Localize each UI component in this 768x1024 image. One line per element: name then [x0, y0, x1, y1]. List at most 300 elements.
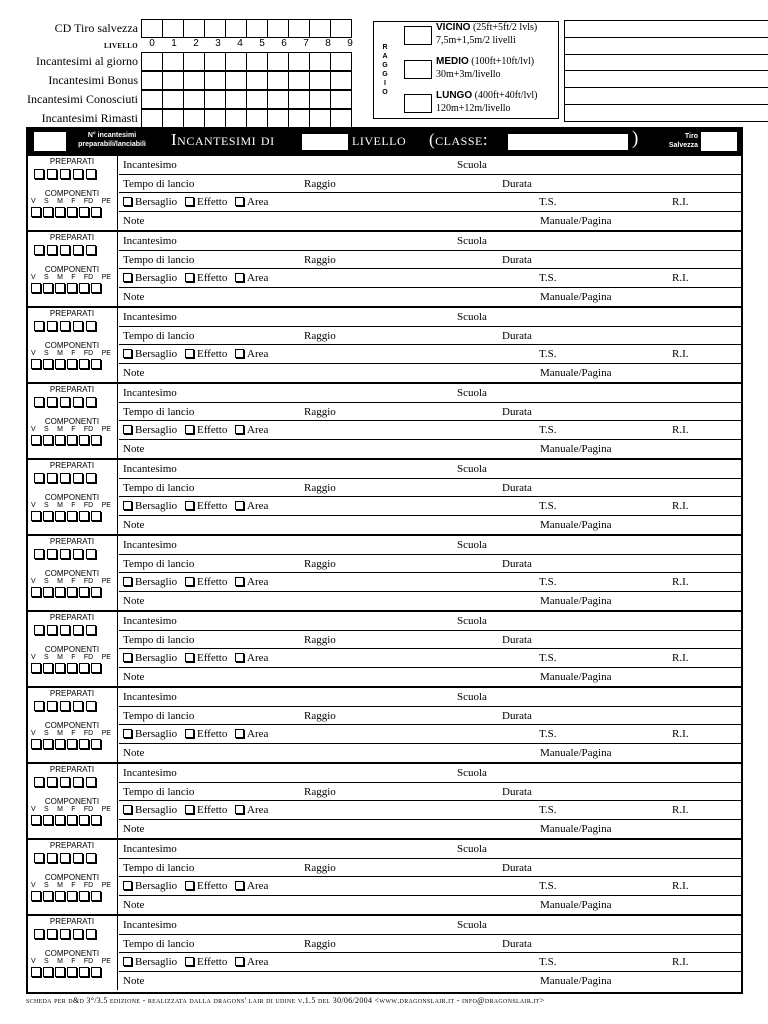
component-checkbox[interactable] [55, 435, 65, 445]
class-field[interactable] [508, 134, 628, 150]
component-checkbox[interactable] [79, 815, 89, 825]
spell-fields [119, 840, 741, 914]
prepared-checkbox[interactable] [73, 169, 83, 179]
slot-cell[interactable] [183, 52, 205, 71]
prepared-checkbox[interactable] [73, 929, 83, 939]
slot-cell[interactable] [309, 90, 331, 109]
casting-row[interactable]: Tempo di lancio Raggio Durata [119, 783, 741, 802]
prepared-checkbox[interactable] [34, 169, 44, 179]
prepared-checkbox[interactable] [60, 625, 70, 635]
preparati-label: PREPARATI [49, 613, 95, 622]
component-checkbox[interactable] [31, 435, 41, 445]
slot-cell[interactable] [225, 90, 247, 109]
component-checkbox[interactable] [43, 587, 53, 597]
component-letters: V S M F FD PE [31, 198, 111, 205]
slot-cell[interactable] [330, 90, 352, 109]
bersaglio-checkbox[interactable] [123, 653, 132, 662]
area-checkbox[interactable] [235, 349, 244, 358]
component-checkbox[interactable] [31, 739, 41, 749]
prepared-checkbox[interactable] [60, 929, 70, 939]
range-vertical-label: R A G G I O [382, 43, 388, 96]
area-checkbox[interactable] [235, 273, 244, 282]
component-checkbox[interactable] [55, 587, 65, 597]
prepared-checkbox[interactable] [60, 549, 70, 559]
area-checkbox[interactable] [235, 653, 244, 662]
slot-cell[interactable] [204, 109, 226, 128]
area-checkbox[interactable] [235, 957, 244, 966]
casting-row[interactable]: Tempo di lancio Raggio Durata [119, 631, 741, 650]
effetto-checkbox[interactable] [185, 501, 194, 510]
component-checkbox[interactable] [91, 891, 101, 901]
slot-cell[interactable] [246, 52, 268, 71]
component-checkbox[interactable] [91, 435, 101, 445]
effetto-checkbox[interactable] [185, 425, 194, 434]
component-checkboxes [31, 511, 101, 521]
casting-row[interactable]: Tempo di lancio Raggio Durata [119, 327, 741, 346]
effetto-checkbox[interactable] [185, 957, 194, 966]
area-checkbox[interactable] [235, 425, 244, 434]
spell-name-row[interactable]: Incantesimo Scuola [119, 916, 741, 935]
component-checkbox[interactable] [55, 739, 65, 749]
notes-row[interactable]: Note Manuale/Pagina [123, 214, 612, 227]
component-checkbox[interactable] [91, 511, 101, 521]
slot-cell[interactable] [162, 52, 184, 71]
prepared-checkbox[interactable] [34, 853, 44, 863]
component-checkbox[interactable] [91, 283, 101, 293]
component-checkbox[interactable] [31, 207, 41, 217]
slot-cell[interactable] [246, 90, 268, 109]
spell-name-row[interactable]: Incantesimo Scuola [119, 232, 741, 251]
component-letters: V S M F FD PE [31, 578, 111, 585]
prepared-checkbox[interactable] [60, 473, 70, 483]
prepared-checkbox[interactable] [73, 473, 83, 483]
component-checkbox[interactable] [67, 435, 77, 445]
prepared-checkbox[interactable] [60, 169, 70, 179]
prepared-checkbox[interactable] [86, 929, 96, 939]
component-checkbox[interactable] [67, 359, 77, 369]
component-checkbox[interactable] [55, 663, 65, 673]
component-checkbox[interactable] [79, 435, 89, 445]
effetto-checkbox[interactable] [185, 881, 194, 890]
area-checkbox[interactable] [235, 805, 244, 814]
range-value-cell[interactable] [564, 87, 768, 105]
component-checkbox[interactable] [43, 283, 53, 293]
per-day-cells[interactable] [141, 52, 352, 71]
component-checkbox[interactable] [55, 967, 65, 977]
prepared-checkbox[interactable] [47, 549, 57, 559]
cd-cells[interactable] [141, 19, 352, 38]
component-checkbox[interactable] [91, 359, 101, 369]
slot-cell[interactable] [204, 71, 226, 90]
component-checkbox[interactable] [79, 967, 89, 977]
spell-level-header: N° incantesimi preparabili/lanciabili Incantesimi di livello (classe: ) Tiro Salvezza [26, 127, 743, 156]
slot-cell[interactable] [141, 19, 163, 38]
spell-name-row[interactable]: Incantesimo Scuola [119, 460, 741, 479]
component-checkbox[interactable] [79, 511, 89, 521]
range-value-cell[interactable] [564, 20, 768, 38]
bersaglio-checkbox[interactable] [123, 881, 132, 890]
spell-name-row[interactable]: Incantesimo Scuola [119, 612, 741, 631]
slot-cell[interactable] [225, 52, 247, 71]
area-checkbox[interactable] [235, 197, 244, 206]
notes-row[interactable]: Note Manuale/Pagina [123, 746, 612, 759]
slot-cell[interactable] [267, 71, 289, 90]
slot-cell[interactable] [288, 71, 310, 90]
notes-row[interactable]: Note Manuale/Pagina [123, 898, 612, 911]
prepared-checkbox[interactable] [34, 701, 44, 711]
prepared-checkboxes [34, 245, 96, 255]
slot-cell[interactable] [288, 52, 310, 71]
component-checkbox[interactable] [43, 815, 53, 825]
target-row: Bersaglio Effetto Area T.S. R.I. [119, 801, 741, 820]
slot-cell[interactable] [267, 109, 289, 128]
slot-cell[interactable] [330, 19, 352, 38]
spell-name-row[interactable]: Incantesimo Scuola [119, 308, 741, 327]
component-checkbox[interactable] [79, 739, 89, 749]
component-checkbox[interactable] [31, 815, 41, 825]
level-number: 4 [237, 38, 243, 49]
spell-list [26, 156, 743, 994]
component-checkbox[interactable] [43, 739, 53, 749]
notes-row[interactable]: Note Manuale/Pagina [123, 974, 612, 987]
spell-entry [28, 612, 741, 688]
slot-cell[interactable] [225, 109, 247, 128]
component-checkbox[interactable] [43, 663, 53, 673]
bonus-row [22, 71, 368, 90]
casting-row[interactable]: Tempo di lancio Raggio Durata [119, 479, 741, 498]
component-checkboxes [31, 739, 101, 749]
component-checkbox[interactable] [31, 891, 41, 901]
casting-row[interactable]: Tempo di lancio Raggio Durata [119, 403, 741, 422]
slot-cell[interactable] [267, 19, 289, 38]
preparati-label: PREPARATI [49, 157, 95, 166]
casting-row[interactable]: Tempo di lancio Raggio Durata [119, 175, 741, 194]
componenti-label: COMPONENTI [44, 797, 100, 806]
slot-cell[interactable] [288, 19, 310, 38]
range-lungo-field[interactable] [404, 94, 432, 113]
component-checkbox[interactable] [55, 891, 65, 901]
component-checkbox[interactable] [67, 891, 77, 901]
component-checkbox[interactable] [67, 739, 77, 749]
range-value-cell[interactable] [564, 54, 768, 72]
slot-cell[interactable] [330, 71, 352, 90]
prepared-checkbox[interactable] [47, 701, 57, 711]
component-checkbox[interactable] [55, 511, 65, 521]
slot-cell[interactable] [141, 71, 163, 90]
component-checkbox[interactable] [31, 967, 41, 977]
spell-name-row[interactable]: Incantesimo Scuola [119, 384, 741, 403]
range-value-cell[interactable] [564, 70, 768, 88]
prepared-checkbox[interactable] [34, 473, 44, 483]
component-checkbox[interactable] [91, 207, 101, 217]
spell-name-row[interactable]: Incantesimo Scuola [119, 764, 741, 783]
area-checkbox[interactable] [235, 729, 244, 738]
component-checkboxes [31, 587, 101, 597]
area-checkbox[interactable] [235, 881, 244, 890]
preparati-label: PREPARATI [49, 689, 95, 698]
slot-cell[interactable] [183, 90, 205, 109]
bersaglio-checkbox[interactable] [123, 577, 132, 586]
prepared-checkbox[interactable] [73, 245, 83, 255]
spell-name-row[interactable]: Incantesimo Scuola [119, 688, 741, 707]
component-checkbox[interactable] [55, 283, 65, 293]
prepared-checkbox[interactable] [86, 245, 96, 255]
preparati-label: PREPARATI [49, 765, 95, 774]
spell-fields [119, 384, 741, 458]
prepared-checkbox[interactable] [34, 777, 44, 787]
slot-cell[interactable] [141, 90, 163, 109]
prepared-checkbox[interactable] [60, 701, 70, 711]
effetto-checkbox[interactable] [185, 273, 194, 282]
prepared-checkbox[interactable] [34, 245, 44, 255]
prepared-checkbox[interactable] [34, 397, 44, 407]
component-checkbox[interactable] [55, 815, 65, 825]
slot-cell[interactable] [309, 71, 331, 90]
slot-cell[interactable] [267, 52, 289, 71]
component-letters: V S M F FD PE [31, 882, 111, 889]
bersaglio-checkbox[interactable] [123, 729, 132, 738]
effetto-checkbox[interactable] [185, 729, 194, 738]
slot-cell[interactable] [204, 52, 226, 71]
range-value-cell[interactable] [564, 104, 768, 122]
prepared-checkbox[interactable] [73, 701, 83, 711]
bersaglio-checkbox[interactable] [123, 501, 132, 510]
preparati-label: PREPARATI [49, 309, 95, 318]
range-medio-field[interactable] [404, 60, 432, 79]
component-checkbox[interactable] [43, 207, 53, 217]
prepared-checkbox[interactable] [60, 777, 70, 787]
target-row: Bersaglio Effetto Area T.S. R.I. [119, 877, 741, 896]
prepared-checkbox[interactable] [47, 929, 57, 939]
component-checkbox[interactable] [55, 359, 65, 369]
spell-entry [28, 232, 741, 308]
component-checkbox[interactable] [43, 435, 53, 445]
preparati-label: PREPARATI [49, 917, 95, 926]
slot-cell[interactable] [246, 109, 268, 128]
slot-cell[interactable] [162, 71, 184, 90]
component-checkbox[interactable] [91, 815, 101, 825]
prepared-checkbox[interactable] [60, 321, 70, 331]
notes-row[interactable]: Note Manuale/Pagina [123, 366, 612, 379]
component-checkbox[interactable] [67, 967, 77, 977]
component-checkbox[interactable] [91, 967, 101, 977]
slot-cell[interactable] [204, 90, 226, 109]
prepared-checkbox[interactable] [86, 625, 96, 635]
component-checkbox[interactable] [31, 283, 41, 293]
component-checkbox[interactable] [91, 663, 101, 673]
header-classe: (classe: [429, 130, 489, 149]
prepared-checkbox[interactable] [47, 625, 57, 635]
spell-count-field[interactable] [34, 132, 66, 151]
component-checkbox[interactable] [67, 283, 77, 293]
component-checkbox[interactable] [67, 511, 77, 521]
component-checkboxes [31, 815, 101, 825]
slot-cell[interactable] [183, 109, 205, 128]
component-checkbox[interactable] [91, 739, 101, 749]
prepared-checkbox[interactable] [86, 397, 96, 407]
prepared-checkbox[interactable] [47, 321, 57, 331]
slot-cell[interactable] [162, 19, 184, 38]
area-checkbox[interactable] [235, 577, 244, 586]
spell-meta [28, 460, 118, 534]
prepared-checkbox[interactable] [60, 853, 70, 863]
componenti-label: COMPONENTI [44, 569, 100, 578]
slot-cell[interactable] [309, 109, 331, 128]
bersaglio-checkbox[interactable] [123, 805, 132, 814]
prepared-checkbox[interactable] [73, 625, 83, 635]
notes-row[interactable]: Note Manuale/Pagina [123, 822, 612, 835]
slot-cell[interactable] [204, 19, 226, 38]
notes-row[interactable]: Note Manuale/Pagina [123, 442, 612, 455]
component-checkbox[interactable] [67, 815, 77, 825]
slot-cell[interactable] [183, 19, 205, 38]
prepared-checkbox[interactable] [86, 853, 96, 863]
prepared-checkbox[interactable] [86, 777, 96, 787]
level-number: 3 [215, 38, 221, 49]
casting-row[interactable]: Tempo di lancio Raggio Durata [119, 859, 741, 878]
slot-cell[interactable] [288, 109, 310, 128]
level-field[interactable] [302, 134, 348, 150]
bersaglio-checkbox[interactable] [123, 273, 132, 282]
prepared-checkbox[interactable] [73, 321, 83, 331]
component-checkbox[interactable] [67, 587, 77, 597]
spell-name-row[interactable]: Incantesimo Scuola [119, 840, 741, 859]
bersaglio-checkbox[interactable] [123, 957, 132, 966]
prepared-checkbox[interactable] [73, 549, 83, 559]
prepared-checkbox[interactable] [73, 853, 83, 863]
prepared-checkbox[interactable] [47, 777, 57, 787]
bersaglio-checkbox[interactable] [123, 425, 132, 434]
component-checkbox[interactable] [31, 663, 41, 673]
effetto-checkbox[interactable] [185, 805, 194, 814]
spell-entry [28, 688, 741, 764]
prepared-checkbox[interactable] [47, 169, 57, 179]
prepared-checkbox[interactable] [86, 473, 96, 483]
prepared-checkbox[interactable] [47, 853, 57, 863]
component-checkbox[interactable] [43, 359, 53, 369]
component-checkbox[interactable] [79, 663, 89, 673]
slot-cell[interactable] [225, 71, 247, 90]
effetto-checkbox[interactable] [185, 577, 194, 586]
prepared-checkboxes [34, 549, 96, 559]
effetto-checkbox[interactable] [185, 197, 194, 206]
component-checkbox[interactable] [67, 663, 77, 673]
range-value-cell[interactable] [564, 37, 768, 55]
component-checkbox[interactable] [43, 511, 53, 521]
component-checkbox[interactable] [31, 587, 41, 597]
component-checkbox[interactable] [43, 891, 53, 901]
spell-name-row[interactable]: Incantesimo Scuola [119, 156, 741, 175]
range-vicino-field[interactable] [404, 26, 432, 45]
prepared-checkbox[interactable] [60, 397, 70, 407]
slot-cell[interactable] [330, 52, 352, 71]
remaining-cells[interactable] [141, 109, 352, 128]
component-checkbox[interactable] [31, 359, 41, 369]
notes-row[interactable]: Note Manuale/Pagina [123, 290, 612, 303]
saving-throw-label: Tiro Salvezza [668, 133, 698, 149]
casting-row[interactable]: Tempo di lancio Raggio Durata [119, 935, 741, 954]
component-checkbox[interactable] [31, 511, 41, 521]
slot-cell[interactable] [330, 109, 352, 128]
component-letters: V S M F FD PE [31, 730, 111, 737]
prepared-checkbox[interactable] [34, 549, 44, 559]
bonus-cells[interactable] [141, 71, 352, 90]
slot-cell[interactable] [309, 52, 331, 71]
level-number: 8 [325, 38, 331, 49]
component-checkbox[interactable] [55, 207, 65, 217]
slot-cell[interactable] [225, 19, 247, 38]
spell-name-row[interactable]: Incantesimo Scuola [119, 536, 741, 555]
slot-cell[interactable] [162, 90, 184, 109]
component-checkbox[interactable] [91, 587, 101, 597]
slot-cell[interactable] [246, 19, 268, 38]
slot-cell[interactable] [141, 109, 163, 128]
notes-row[interactable]: Note Manuale/Pagina [123, 670, 612, 683]
effetto-checkbox[interactable] [185, 349, 194, 358]
prepared-checkbox[interactable] [86, 549, 96, 559]
bersaglio-checkbox[interactable] [123, 197, 132, 206]
prepared-checkbox[interactable] [47, 397, 57, 407]
casting-row[interactable]: Tempo di lancio Raggio Durata [119, 555, 741, 574]
prepared-checkbox[interactable] [34, 321, 44, 331]
prepared-checkbox[interactable] [60, 245, 70, 255]
prepared-checkbox[interactable] [34, 625, 44, 635]
footer-credits: scheda per d&d 3°/3.5 edizione - realizzata dalla dragons' lair di udine v.1.5 del 30/06/2004 <www.dragonslair.it - info@dragonslair.it> [26, 996, 545, 1005]
target-row: Bersaglio Effetto Area T.S. R.I. [119, 497, 741, 516]
prepared-checkbox[interactable] [86, 321, 96, 331]
target-row: Bersaglio Effetto Area T.S. R.I. [119, 725, 741, 744]
spell-meta [28, 688, 118, 762]
component-checkbox[interactable] [79, 283, 89, 293]
known-cells[interactable] [141, 90, 352, 109]
prepared-checkbox[interactable] [86, 169, 96, 179]
notes-row[interactable]: Note Manuale/Pagina [123, 518, 612, 531]
effetto-checkbox[interactable] [185, 653, 194, 662]
saving-throw-field[interactable] [701, 132, 737, 151]
slot-cell[interactable] [183, 71, 205, 90]
spell-fields [119, 232, 741, 306]
slot-cell[interactable] [309, 19, 331, 38]
level-numbers [141, 38, 361, 49]
prepared-checkbox[interactable] [73, 777, 83, 787]
casting-row[interactable]: Tempo di lancio Raggio Durata [119, 707, 741, 726]
prepared-checkbox[interactable] [86, 701, 96, 711]
slot-cell[interactable] [162, 109, 184, 128]
bersaglio-checkbox[interactable] [123, 349, 132, 358]
cd-row [22, 19, 368, 38]
prepared-checkbox[interactable] [47, 473, 57, 483]
notes-row[interactable]: Note Manuale/Pagina [123, 594, 612, 607]
component-checkbox[interactable] [79, 891, 89, 901]
component-checkbox[interactable] [79, 359, 89, 369]
prepared-checkbox[interactable] [73, 397, 83, 407]
slot-cell[interactable] [288, 90, 310, 109]
component-checkbox[interactable] [43, 967, 53, 977]
area-checkbox[interactable] [235, 501, 244, 510]
prepared-checkbox[interactable] [34, 929, 44, 939]
component-checkbox[interactable] [79, 207, 89, 217]
casting-row[interactable]: Tempo di lancio Raggio Durata [119, 251, 741, 270]
spell-fields [119, 764, 741, 838]
slot-cell[interactable] [267, 90, 289, 109]
component-checkbox[interactable] [79, 587, 89, 597]
prepared-checkbox[interactable] [47, 245, 57, 255]
per-day-row [22, 52, 368, 71]
slot-cell[interactable] [246, 71, 268, 90]
component-checkbox[interactable] [67, 207, 77, 217]
slot-cell[interactable] [141, 52, 163, 71]
level-number: 0 [149, 38, 155, 49]
